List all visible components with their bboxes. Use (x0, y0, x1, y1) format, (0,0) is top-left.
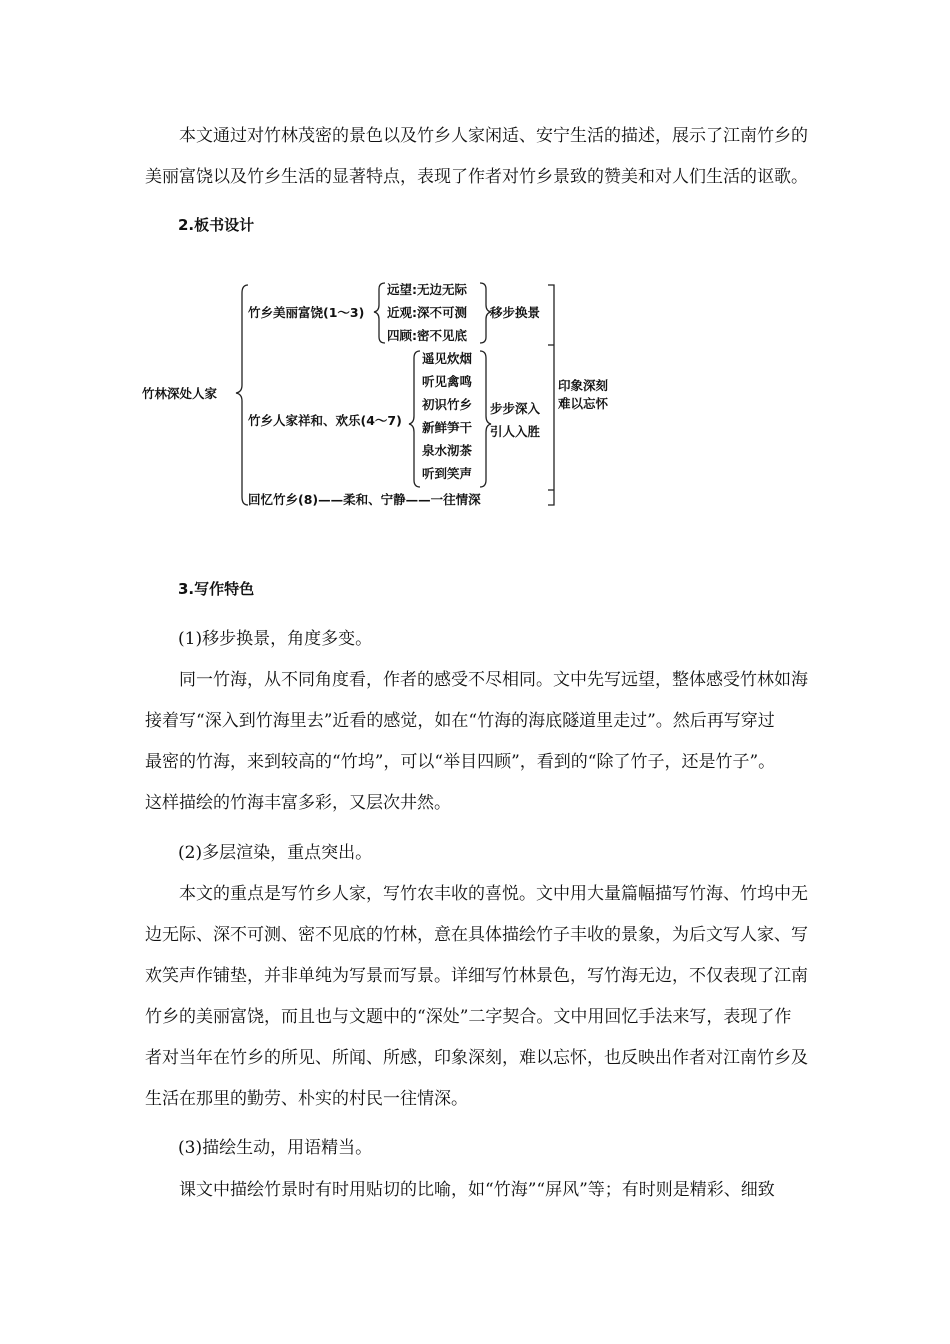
point2-paragraph (145, 874, 825, 1120)
text-line: 接着写“深入到竹海里去”近看的感觉，如在“竹海的海底隧道里走过”。然后再写穿过 (145, 711, 775, 731)
text-line: 这样描绘的竹海丰富多彩，又层次井然。 (145, 793, 451, 813)
text-line: 本文通过对竹林茂密的景色以及竹乡人家闲适、安宁生活的描述，展示了江南竹乡的 (179, 126, 808, 146)
text-line: 边无际、深不可测、密不见底的竹林，意在具体描绘竹子丰收的景象，为后文写人家、写 (145, 925, 808, 945)
section-heading: 3.写作特色 (178, 580, 255, 598)
text-line: 者对当年在竹乡的所见、所闻、所感，印象深刻，难以忘怀，也反映出作者对江南竹乡及 (145, 1048, 808, 1068)
branch1-summary: 移步换景 (490, 305, 541, 320)
branch2-item: 听见禽鸣 (422, 374, 473, 389)
branch2-item: 泉水沏茶 (422, 443, 473, 458)
text-line: 生活在那里的勤劳、朴实的村民一往情深。 (145, 1089, 468, 1109)
point-title: (2)多层渲染，重点突出。 (178, 843, 373, 863)
point-title: (3)描绘生动，用语精当。 (178, 1138, 373, 1158)
text-line: 竹乡的美丽富饶，而且也与文题中的“深处”二字契合。文中用回忆手法来写，表现了作 (145, 1007, 792, 1027)
point1-paragraph (145, 660, 825, 824)
branch2-item: 新鲜笋干 (422, 420, 473, 435)
branch2-item: 听到笑声 (422, 466, 473, 481)
point-title: (1)移步换景，角度多变。 (178, 629, 373, 649)
branch1-item: 远望:无边无际 (387, 282, 467, 297)
board-design-diagram (140, 275, 620, 515)
text-line: 最密的竹海，来到较高的“竹坞”，可以“举目四顾”，看到的“除了竹子，还是竹子”。 (145, 752, 776, 772)
text-line: 本文的重点是写竹乡人家，写竹农丰收的喜悦。文中用大量篇幅描写竹海、竹坞中无 (179, 884, 808, 904)
branch1-item: 近观:深不可测 (387, 305, 467, 320)
branch3-label: 回忆竹乡(8)——柔和、宁静——一往情深 (248, 492, 481, 507)
text-line: 课文中描绘竹景时有时用贴切的比喻，如“竹海”“屏风”等；有时则是精彩、细致 (179, 1180, 775, 1200)
diagram-root: 竹林深处人家 (142, 386, 218, 401)
branch2-item: 初识竹乡 (422, 397, 473, 412)
branch2-item: 遥见炊烟 (422, 351, 473, 366)
text-line: 欢笑声作铺垫，并非单纯为写景而写景。详细写竹林景色，写竹海无边，不仅表现了江南 (145, 966, 808, 986)
branch2-summary: 引人入胜 (490, 424, 541, 439)
section-heading: 2.板书设计 (178, 216, 255, 234)
branch2-summary: 步步深入 (490, 401, 541, 416)
point3-paragraph (145, 1170, 825, 1211)
intro-paragraph (145, 116, 825, 198)
branch1-label: 竹乡美丽富饶(1～3) (248, 305, 365, 320)
text-line: 同一竹海，从不同角度看，作者的感受不尽相同。文中先写远望，整体感受竹林如海 (179, 670, 808, 690)
conclusion: 难以忘怀 (558, 396, 609, 411)
text-line: 美丽富饶以及竹乡生活的显著特点，表现了作者对竹乡景致的赞美和对人们生活的讴歌。 (145, 167, 808, 187)
conclusion: 印象深刻 (558, 378, 609, 393)
branch2-label: 竹乡人家祥和、欢乐(4～7) (248, 413, 402, 428)
branch1-item: 四顾:密不见底 (387, 328, 467, 343)
